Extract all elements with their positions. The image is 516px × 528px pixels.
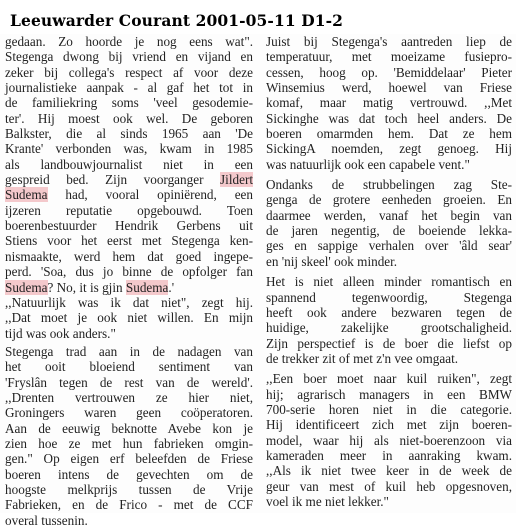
- text-line: ,,Als ik niet twee keer in de week de: [266, 463, 512, 479]
- text-line: spannend tegenwoordig, Stegenga: [266, 289, 512, 305]
- text-line: Stegenga dwong bij vriend en vijand en: [5, 49, 253, 65]
- text-line: gen." Op eigen erf beleefden de Friese: [5, 451, 253, 467]
- text-line: ,,Drenten vertrouwen ze hier niet,: [5, 389, 253, 405]
- highlighted-name: Jildert: [220, 172, 253, 188]
- text-line: het ooit bloeiend sentiment van: [5, 359, 253, 375]
- text-line: heeft ook andere bezwaren tegen de: [266, 304, 512, 320]
- text-line: ,,Dat moet je ook niet willen. En mijn: [5, 310, 253, 326]
- paragraph-quote: [5, 295, 253, 341]
- text-line: SickingA noemden, zegt genoeg. Hij: [266, 141, 512, 157]
- text-line: Fabrieken, en de Frico - met de CCF: [5, 497, 253, 513]
- text-line: ijzeren reputatie opgebouwd. Toen: [5, 202, 253, 218]
- text-line: 700-serie horen niet in die categorie.: [266, 401, 512, 417]
- text-line: daarmee werden, vanaf het begin van: [266, 207, 512, 223]
- text-line: voel ik me niet lekker.": [266, 493, 389, 509]
- text-line: temperatuur, met moeizame fusiepro-: [266, 49, 512, 65]
- text-line: perd. 'Soa, dus jo binne de opfolger fan: [5, 264, 253, 280]
- text-line: boeren omarmden hem. Dat ze hem: [266, 126, 512, 142]
- text-line: Stiens voor het eerst met Stegenga ken-: [5, 233, 253, 249]
- text-line: Winsemius werd, hoewel van Friese: [266, 80, 512, 96]
- highlighted-name: Sudema: [5, 187, 48, 203]
- text-line: ,,Een boer moet naar kuil ruiken", zegt: [266, 371, 512, 387]
- paragraph: [266, 371, 512, 509]
- text-line: zeker bij collega's respect af voor deze: [5, 64, 253, 80]
- newspaper-clipping: [0, 34, 516, 528]
- text-line: hij; agrarisch managers in een BMW: [266, 386, 512, 402]
- paragraph: [5, 344, 253, 528]
- text-line: ter'. Hij moest ook wel. De geboren: [5, 110, 253, 126]
- text-line: cessen, hoog op. 'Bemiddelaar' Pieter: [266, 64, 512, 80]
- text-line: boerenbestuurder Hendrik Gerbens uit: [5, 218, 253, 234]
- text-line: ,,Natuurlijk was ik dat niet", zegt hij.: [5, 294, 253, 310]
- text-line: de trekker zit of met z'n vee omgaat.: [266, 350, 459, 366]
- text-line: boeren intens de gevechten om de: [5, 466, 253, 482]
- text-line: Sickinghe was dat toch heel anders. De: [266, 110, 512, 126]
- text-line: de familiekring soms 'veel gesodemie-: [5, 95, 253, 111]
- text-line: Het is niet alleen minder romantisch en: [266, 274, 512, 290]
- text-line: Sudema? No, it is gjin Sudema.': [5, 279, 175, 295]
- text-line: tijd was ook anders.": [5, 325, 116, 341]
- text-line: 'Fryslân tegen de rest van de wereld'.: [5, 374, 253, 390]
- right-column: [266, 34, 512, 509]
- paragraph: [5, 34, 253, 172]
- text-line: Groningers waren geen coöperatoren.: [5, 405, 253, 421]
- text-line: en 'nij skeel' ook minder.: [266, 253, 398, 269]
- page-header: Leeuwarder Courant 2001-05-11 D1-2: [10, 11, 344, 30]
- text-line: Balkster, die al sinds 1965 aan 'De: [5, 126, 253, 142]
- text-line: geur van mest of kuil heb opgesnoven,: [266, 478, 512, 494]
- text-line: hoogste melkprijs tussen de Vrije: [5, 481, 253, 497]
- text-line: gespreid bed. Zijn voorganger Jildert: [5, 172, 253, 188]
- text-line: kameraden meer in aanraking kwam.: [266, 447, 512, 463]
- text-line: Hij identificeert zich met zijn boeren-: [266, 417, 512, 433]
- text-line: Juist bij Stegenga's aantreden liep de: [266, 34, 512, 49]
- text-line: Zijn perspectief is de boer die liefst op: [266, 335, 512, 351]
- text-line: ges en sappige verhalen over 'âld sear': [266, 238, 512, 254]
- text-line: komaf, maar matig vertrouwd. ,,Met: [266, 95, 512, 111]
- text-line: model, waar hij als niet-boerenzoon via: [266, 432, 512, 448]
- text-line: Krante' verbonden was, kwam in 1985: [5, 141, 253, 157]
- text-line: Ondanks de strubbelingen zag Ste-: [266, 177, 512, 193]
- paragraph: [266, 34, 512, 172]
- text-line: zien hoe ze met hun fabrieken omgin-: [5, 435, 253, 451]
- text-line: gedaan. Zo hoorde je nog eens wat".: [5, 34, 253, 49]
- text-line: Stegenga trad aan in de nadagen van: [5, 343, 253, 359]
- text-line: overal tussenin.: [5, 512, 88, 528]
- text-line: de jaren negentig, de boeiende lekka-: [266, 223, 512, 239]
- text-line: journalistieke aanpak - al gaf het tot in: [5, 80, 253, 96]
- paragraph: [266, 274, 512, 366]
- text-line: Aan de eeuwig beknotte Avebe kon je: [5, 420, 253, 436]
- left-column: [5, 34, 253, 528]
- paragraph: [266, 177, 512, 269]
- highlighted-name: Sudema: [5, 279, 48, 295]
- paragraph-continued: [5, 203, 253, 280]
- highlighted-name: Sudema: [125, 279, 169, 295]
- text-line: nismaakte, werd hem dat goed ingepe-: [5, 248, 253, 264]
- text-line: als landbouwjournalist niet in een: [5, 156, 253, 172]
- text-line: huidige, zakelijke grootschaligheid.: [266, 320, 512, 336]
- text-line: genga de grotere eenheden groeien. En: [266, 192, 512, 208]
- text-line: was natuurlijk ook een capabele vent.": [266, 156, 470, 172]
- text-line: Sudema had, vooral opiniërend, een: [5, 187, 253, 203]
